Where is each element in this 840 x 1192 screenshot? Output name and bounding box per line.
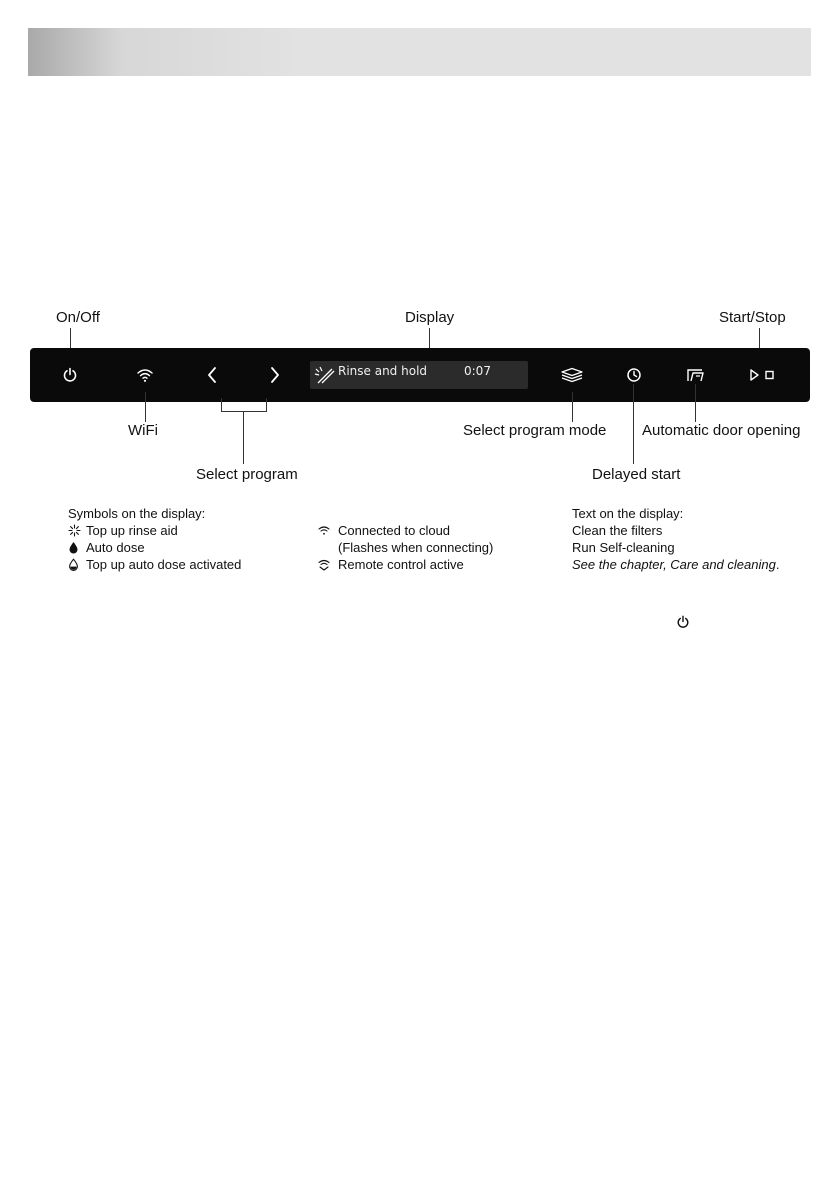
list-item	[68, 539, 241, 556]
text-legend-line1: Clean the filters	[572, 523, 663, 538]
program-name: Rinse and hold	[338, 364, 428, 378]
wifi-icon	[318, 525, 330, 536]
legend-text-top-up-auto-dose: Top up auto dose activated	[86, 557, 242, 572]
symbols-legend-heading: Symbols on the display:	[68, 506, 206, 521]
legend-text-auto-dose: Auto dose	[86, 540, 145, 555]
program-previous-button[interactable]	[197, 360, 227, 390]
leader-select-bracket	[221, 411, 267, 412]
section-header-bar	[28, 28, 811, 76]
layers-icon	[560, 367, 584, 383]
rinse-spray-icon	[314, 365, 336, 385]
symbols-legend	[68, 505, 241, 573]
list-item	[318, 522, 493, 539]
leader-delayed-start	[633, 384, 634, 464]
leader-select-right	[266, 398, 267, 412]
rinse-aid-icon	[68, 524, 81, 537]
list-item	[318, 539, 493, 556]
delayed-start-button[interactable]	[619, 360, 649, 390]
leader-select-program	[243, 411, 244, 464]
display-screen	[310, 361, 528, 389]
wifi-icon	[136, 367, 154, 383]
leader-door-opening	[695, 384, 696, 422]
leader-select-left	[221, 398, 222, 412]
label-on-off: On/Off	[56, 309, 100, 326]
label-select-program: Select program	[196, 466, 298, 483]
leader-program-mode	[572, 392, 573, 422]
program-time: 0:07	[464, 364, 491, 378]
door-open-icon	[685, 367, 705, 383]
drop-outline-icon	[68, 558, 79, 571]
legend-text-rinse-aid: Top up rinse aid	[86, 523, 178, 538]
text-legend-line2: Run Self-cleaning	[572, 540, 675, 555]
text-legend	[572, 505, 779, 573]
legend-text-remote-control: Remote control active	[338, 557, 464, 572]
drop-filled-icon	[68, 541, 79, 554]
label-wifi: WiFi	[128, 422, 158, 439]
legend-text-connected: Connected to cloud	[338, 523, 451, 538]
list-item	[68, 556, 241, 573]
label-select-program-mode: Select program mode	[463, 422, 607, 439]
power-button[interactable]	[55, 360, 85, 390]
chevron-left-icon	[206, 366, 218, 384]
leader-wifi	[145, 392, 146, 422]
control-panel	[30, 348, 810, 402]
remote-wifi-icon	[318, 559, 330, 571]
label-display: Display	[405, 309, 455, 326]
clock-icon	[626, 367, 642, 383]
legend-text-flashes: (Flashes when connecting)	[338, 540, 494, 555]
program-next-button[interactable]	[260, 360, 290, 390]
label-automatic-door-opening: Automatic door opening	[642, 422, 801, 439]
label-delayed-start: Delayed start	[592, 466, 681, 483]
text-legend-line3	[572, 556, 779, 573]
program-mode-button[interactable]	[557, 360, 587, 390]
wifi-button[interactable]	[130, 360, 160, 390]
chevron-right-icon	[269, 366, 281, 384]
label-start-stop: Start/Stop	[719, 309, 786, 326]
text-legend-heading: Text on the display:	[572, 506, 684, 521]
list-item	[68, 522, 241, 539]
power-icon	[62, 367, 78, 383]
cloud-legend	[318, 522, 493, 573]
start-stop-button[interactable]	[742, 360, 782, 390]
list-item	[318, 556, 493, 573]
power-icon	[676, 615, 690, 629]
play-stop-icon	[747, 368, 777, 382]
text-legend-reference: See the chapter, Care and cleaning	[572, 557, 776, 572]
text-legend-period: .	[775, 557, 780, 572]
